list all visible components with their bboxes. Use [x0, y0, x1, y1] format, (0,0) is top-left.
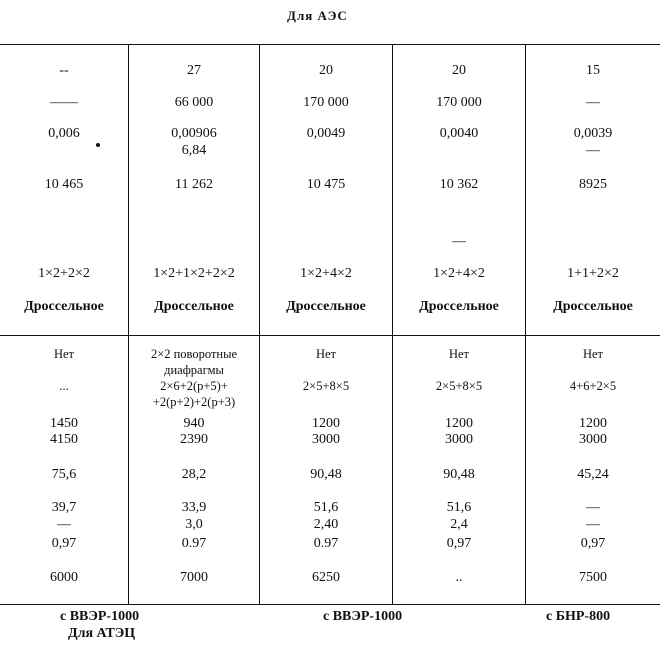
table-cell: 4150	[50, 432, 78, 447]
table-cell: 75,6	[51, 467, 77, 482]
table-cell: 10 362	[439, 177, 479, 192]
table-cell: 10 465	[44, 177, 84, 192]
table-cell: 3000	[312, 432, 340, 447]
table-cell: 3,0	[185, 517, 203, 532]
table-cell: Нет	[448, 347, 470, 361]
table-cell: 0,00906	[171, 126, 217, 141]
table-cell: 1×2+4×2	[300, 266, 352, 281]
table-cell: —	[586, 143, 600, 158]
table-row	[0, 431, 660, 449]
table-cell: 6250	[312, 570, 340, 585]
table-cell: 8925	[579, 177, 607, 192]
table-cell: --	[59, 63, 69, 78]
table-cell: ...	[59, 379, 69, 393]
table-cell: Дроссельное	[24, 299, 104, 314]
table-cell: 39,7	[51, 500, 77, 515]
table-row	[0, 233, 660, 251]
table-cell: 170 000	[436, 95, 482, 110]
table-cell: 1200	[312, 416, 340, 431]
table-cell: 51,6	[446, 500, 472, 515]
footer-label-vver-1: с ВВЭР-1000	[60, 609, 140, 624]
scan-speck	[96, 143, 100, 147]
table-cell: 6,84	[181, 143, 207, 158]
table-row	[0, 94, 660, 112]
footer-label-bnr: с БНР-800	[546, 609, 611, 624]
table-cell: 7500	[579, 570, 607, 585]
table-cell: диафрагмы	[164, 363, 224, 377]
table-cell: 6000	[50, 570, 78, 585]
table-cell: 2×2 поворотные	[150, 347, 238, 361]
table-cell: 2×6+2(p+5)+	[160, 379, 228, 393]
table-cell: ..	[455, 570, 463, 585]
table-row	[0, 535, 660, 553]
table-row	[0, 466, 660, 484]
table-cell: 0,0049	[306, 126, 346, 141]
table-cell: 170 000	[303, 95, 349, 110]
table-row	[0, 499, 660, 517]
table-row	[0, 393, 660, 411]
table-row	[0, 176, 660, 194]
table-cell: 90,48	[443, 467, 475, 482]
table-cell: 2,4	[450, 517, 468, 532]
table-cell: 33,9	[181, 500, 207, 515]
table-cell: 1+1+2×2	[567, 266, 619, 281]
table-cell: 3000	[445, 432, 473, 447]
table-cell: —	[586, 95, 600, 110]
table-cell: 2390	[180, 432, 208, 447]
table-cell: Дроссельное	[286, 299, 366, 314]
table-cell: 51,6	[313, 500, 339, 515]
table-cell: 7000	[180, 570, 208, 585]
table-cell: 4+6+2×5	[569, 379, 617, 393]
table-cell: —	[57, 517, 71, 532]
table-cell: 0,0039	[573, 126, 613, 141]
table-cell: 1×2+1×2+2×2	[153, 266, 235, 281]
table-cell: 1450	[50, 416, 78, 431]
table-cell: 1×2+2×2	[38, 266, 90, 281]
table-cell: —	[586, 500, 600, 515]
table-cell: Дроссельное	[154, 299, 234, 314]
table-cell: 90,48	[310, 467, 342, 482]
footer-subtitle: Для АТЭЦ	[68, 626, 136, 641]
table-row	[0, 125, 660, 143]
table-cell: Дроссельное	[553, 299, 633, 314]
table-cell: 0,97	[580, 536, 606, 551]
table-row	[0, 516, 660, 534]
table-row	[0, 265, 660, 283]
middle-rule	[0, 335, 660, 336]
table-row	[0, 298, 660, 316]
table-cell: 10 475	[306, 177, 346, 192]
table-cell: 2,40	[313, 517, 339, 532]
table-cell: 20	[452, 63, 466, 78]
table-cell: 0,97	[446, 536, 472, 551]
table-cell: 27	[187, 63, 201, 78]
table-cell: 1200	[579, 416, 607, 431]
table-cell: 0,0040	[439, 126, 479, 141]
table-title: Для АЭС	[287, 8, 348, 23]
table-cell: 0,006	[48, 126, 80, 141]
top-rule	[0, 44, 660, 45]
table-cell: 20	[319, 63, 333, 78]
table-cell: 0,97	[51, 536, 77, 551]
table-cell: 66 000	[174, 95, 214, 110]
table-cell: Нет	[53, 347, 75, 361]
table-cell: 45,24	[577, 467, 609, 482]
table-cell: 2×5+8×5	[302, 379, 350, 393]
table-cell: —	[452, 234, 466, 249]
table-cell: 15	[586, 63, 600, 78]
table-row	[0, 62, 660, 80]
table-cell: 940	[183, 416, 205, 431]
table-cell: 3000	[579, 432, 607, 447]
footer-label-vver-2: с ВВЭР-1000	[323, 609, 403, 624]
table-cell: Дроссельное	[419, 299, 499, 314]
table-cell: Нет	[315, 347, 337, 361]
table-row	[0, 569, 660, 587]
table-cell: 28,2	[181, 467, 207, 482]
table-cell: 2×5+8×5	[435, 379, 483, 393]
table-cell: 11 262	[175, 177, 213, 192]
table-cell: +2(p+2)+2(p+3)	[152, 395, 236, 409]
table-cell: 1200	[445, 416, 473, 431]
table-cell: ——	[50, 95, 78, 110]
table-cell: 0.97	[313, 536, 339, 551]
bottom-rule	[0, 604, 660, 605]
table-cell: 0.97	[181, 536, 207, 551]
table-cell: Нет	[582, 347, 604, 361]
table-cell: 1×2+4×2	[433, 266, 485, 281]
table-cell: —	[586, 517, 600, 532]
